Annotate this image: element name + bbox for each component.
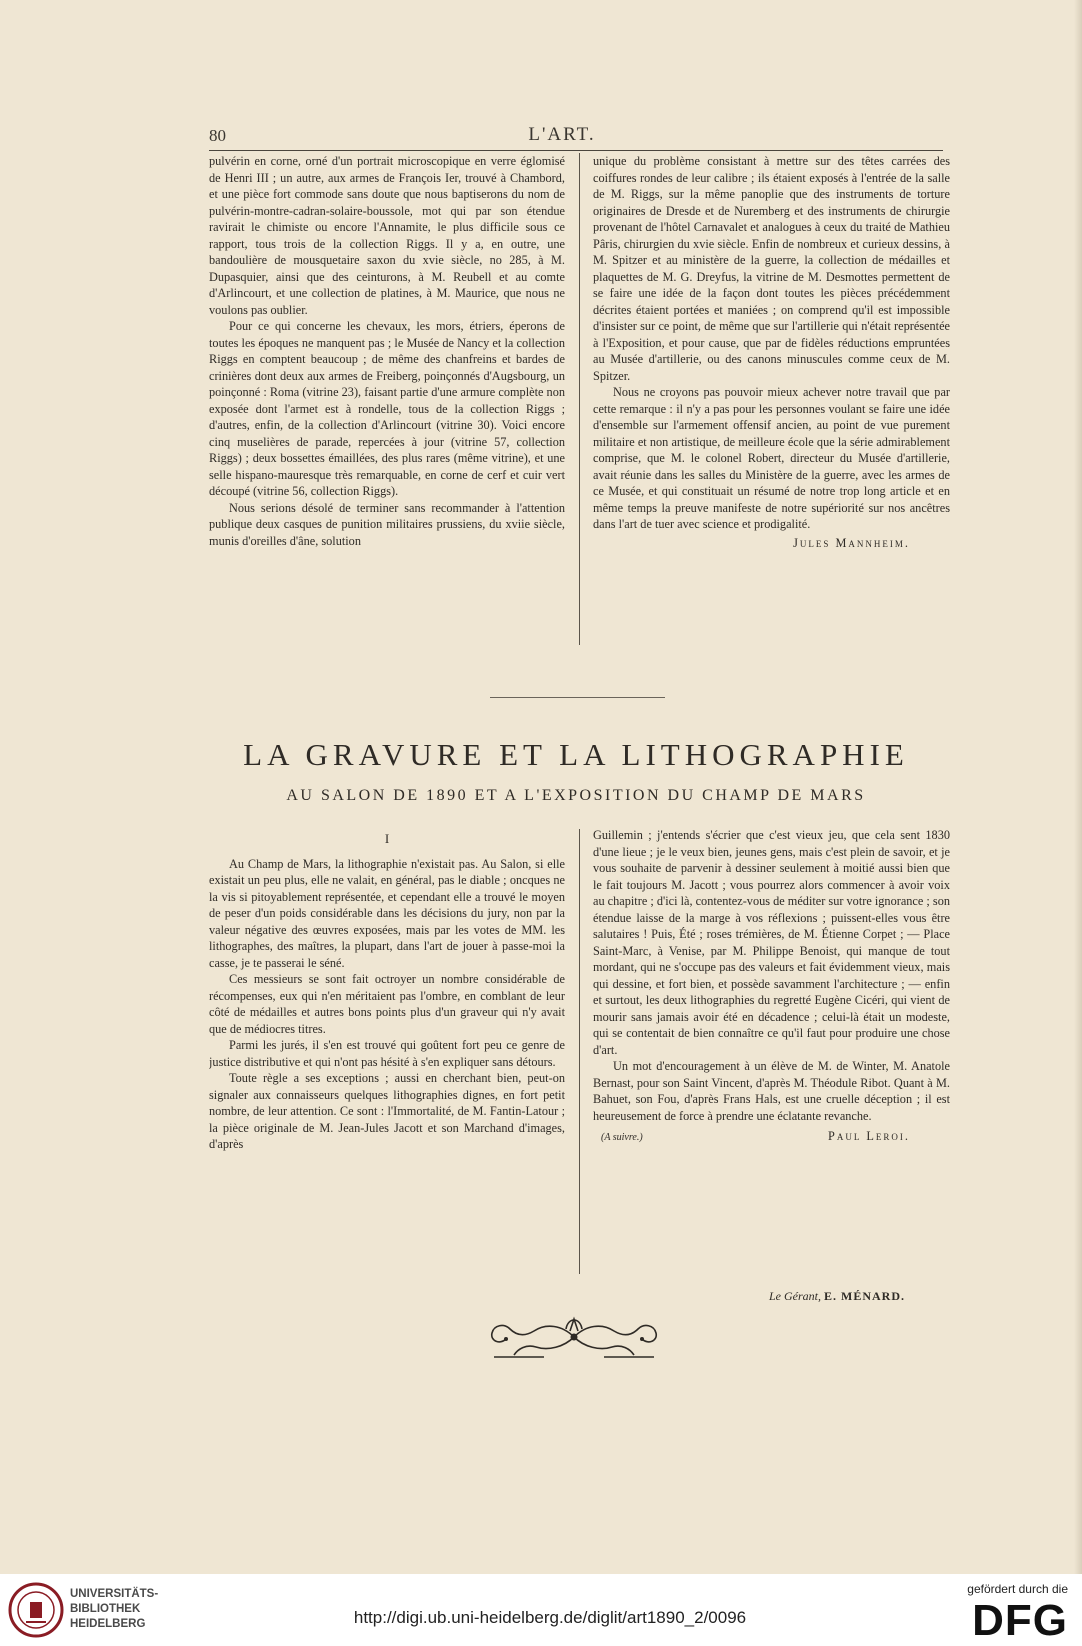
running-title: L'ART. xyxy=(528,124,596,145)
section-number: I xyxy=(384,831,390,846)
ornament-tailpiece-icon xyxy=(474,1307,674,1367)
source-url-link[interactable]: http://digi.ub.uni-heidelberg.de/diglit/art1890_2/0096 xyxy=(353,1608,747,1627)
column-top-right xyxy=(593,153,950,663)
author-signature: Jules Mannheim. xyxy=(793,535,910,550)
paragraph: Nous serions désolé de terminer sans recommander à l'attention publique deux casques de punition militaires prussiens, du xviie siècle, munis d'oreilles d'âne, solution xyxy=(209,500,565,548)
article-subtitle: AU SALON DE 1890 ET A L'EXPOSITION DU CHAMP DE MARS xyxy=(286,787,866,804)
gerant-name: E. MÉNARD. xyxy=(824,1289,905,1303)
paragraph: Parmi les jurés, il s'en est trouvé qui goûtent fort peu ce genre de justice distributive et qui n'ont pas hésité à s'en expliquer sans détours. xyxy=(209,1038,565,1069)
column-top-left xyxy=(209,153,565,663)
paragraph: Un mot d'encouragement à un élève de M. de Winter, M. Anatole Bernast, pour son Saint Vincent, d'après M. Théodule Ribot. Quant à M. Bahuet, son Fou, d'après Frans Hals, est une cruelle déception ; il est heureusement de force à prendre une éclatante revanche. xyxy=(593,1059,950,1123)
funding-label: gefördert durch die xyxy=(967,1582,1068,1596)
paragraph: Guillemin ; j'entends s'écrier que c'est vieux jeu, que cela sent 1830 d'une lieue ; je le veux bien, jeunes gens, mais c'est plein de savoir, et je vous souhaite de parvenir à dessiner seulement à moitié aussi bien que le fait toujours M. Jacott ; vous pourrez alors commencer à avoir voix au chapitre ; d'ici là, contentez-vous de méditer sur votre ignorance ; son étendue laisse de la marge à vos réflexions ; puissent-elles vous être salutaires ! Puis, Été ; roses trémières, de M. Étienne Corpet ; — Place Saint-Marc, à Venise, par M. Philippe Benoist, qui manque de tout mordant, qui ne s'occupe pas des valeurs et fait évidemment vieux, mais qui dessine, et fort bien, et possède savamment l'architecture ; — enfin et surtout, les deux lithographies du regretté Eugène Cicéri, qui vient de mourir sans jamais avoir été en décadence ; celui-là était un modeste, qui se contentait de bien connaître ce qu'il faut pour produire une chose d'art. xyxy=(593,828,950,1057)
column-divider xyxy=(579,829,580,1274)
institution-name xyxy=(70,1587,158,1632)
paragraph: unique du problème consistant à mettre sur des têtes carrées des coiffures rondes de leur calibre ; ils étaient exposés à l'entrée de la salle de M. Riggs, sur la même panoplie que des instruments de torture originaires de Dresde et de Nuremberg et des instruments de chirurgie provenant de l'hôtel Carnavalet et analogues à ceux du traité de Mathieu Pâris, chirurgien du xvie siècle. Enfin de nombreux et curieux dessins, à M. Spitzer et au ministère de la guerre, la collection de médailles et plaquettes de M. G. Dreyfus, la vitrine de M. Desmottes permettent de se faire une idée de la façon dont toutes les pièces précédemment décrites étaient portées et maniées ; on comprend qu'il est impossible d'insister sur ce point, de même que sur l'artillerie qui n'était représentée à l'Exposition, et pour cause, que par de fidèles réductions empruntées au Musée d'artillerie, ou des canons minuscules comme ceux de M. Spitzer. xyxy=(593,154,950,383)
gerant-label: Le Gérant, xyxy=(769,1289,821,1303)
author-signature: Paul Leroi. xyxy=(828,1129,910,1143)
paragraph: Pour ce qui concerne les chevaux, les mors, étriers, éperons de toutes les époques ne manquent pas ; le Musée de Nancy et la collection Riggs en comptent beaucoup ; de même des chanfreins et bardes de crinières dont deux aux armes de Freiberg, poinçonnés d'Augsbourg, un poinçonné : Roma (vitrine 23), faisant partie d'une armure complète non exposée dont l'armet est à rondelle, tous de la collection Riggs ; d'autres, enfin, de la collection d'Arlincourt (vitrine 30). Voici encore cinq muselières de parade, repercées à jour (vitrine 57, collection Riggs) ; deux bossettes émaillées, des plus rares (même vitrine), et une selle hispano-mauresque très remarquable, en corne de cerf et cuir vert découpé (vitrine 56, collection Riggs). xyxy=(209,319,565,498)
paragraph: pulvérin en corne, orné d'un portrait microscopique en verre églomisé de Henri III ; un autre, aux armes de François Ier, trouvé à Chambord, et une pièce fort commode sans doute que nous baptiserons du nom de pulvérin-montre-cadran-solaire-boussole, mot qui par son étendue ravirait le chimiste ou encore l'Annamite, le plus difficile sous ce rapport, tous trois de la collection Riggs. Il y a, en outre, une bandoulière de mousquetaire saxon du xvie siècle, no 285, à M. Dupasquier, ainsi que des ceinturons, à M. Reubell et au comte d'Arlincourt, et une collection de platines, à M. Maurice, que nous ne voulons pas oublier. xyxy=(209,154,565,317)
article-title: LA GRAVURE ET LA LITHOGRAPHIE xyxy=(243,737,909,772)
paragraph: Toute règle a ses exceptions ; aussi en cherchant bien, peut-on signaler aux connaisseurs quelques lithographies dignes, en fort petit nombre, de leur attention. Ce sont : l'Immortalité, de M. Fantin-Latour ; la pièce originale de M. Jean-Jules Jacott et son Marchand d'images, d'après xyxy=(209,1071,565,1151)
header-rule xyxy=(209,150,943,151)
signature-line xyxy=(593,1128,950,1147)
institution-line: BIBLIOTHEK xyxy=(70,1603,141,1615)
publisher-line xyxy=(700,1289,905,1304)
paragraph: Ces messieurs se sont fait octroyer un nombre considérable de récompenses, eux qui n'en méritaient pas l'ombre, en comblant de leur côté de médailles et autres bons points plus d'un graveur qui n'y avait que de médiocres titres. xyxy=(209,972,565,1036)
institution-line: HEIDELBERG xyxy=(70,1618,146,1630)
footer-bar xyxy=(0,1574,1082,1646)
column-divider xyxy=(579,153,580,645)
separator-rule xyxy=(490,697,665,698)
university-seal-icon xyxy=(8,1582,64,1638)
dfg-logo: DFG xyxy=(972,1596,1068,1645)
paragraph: Au Champ de Mars, la lithographie n'existait pas. Au Salon, si elle existait un peu plus, elle ne valait, en général, pas le diable ; oncques ne la vis si pitoyablement représentée, et cependant elle a trouvé le moyen de peser d'un poids considérable dans les décisions du jury, non par la valeur négative des œuvres exposées, mais par les votes de MM. les lithographes, des maîtres, la plupart, dans l'art de jouer à passe-moi la casse, je te passerai le séné. xyxy=(209,856,565,970)
column-bottom-left xyxy=(209,827,565,1292)
institution-line: UNIVERSITÄTS- xyxy=(70,1588,159,1600)
page-number: 80 xyxy=(209,126,226,145)
to-be-continued: (A suivre.) xyxy=(601,1132,643,1143)
paragraph: Nous ne croyons pas pouvoir mieux achever notre travail que par cette remarque : il n'y a pas pour les personnes voulant se faire une idée d'ensemble sur l'armement offensif ancien, au point de vue purement militaire et non artistique, de meilleure école que la série admirablement comprise, que M. le colonel Robert, directeur du Musée d'artillerie, avait réunie dans les salles du Ministère de la guerre, avec les armes de ce Musée, et qui constituait un résumé de notre trop long article et en même temps la preuve manifeste de notre supériorité sur nos ancêtres dans l'art de tuer avec science et prodigalité. xyxy=(593,385,950,531)
column-bottom-right xyxy=(593,827,950,1272)
